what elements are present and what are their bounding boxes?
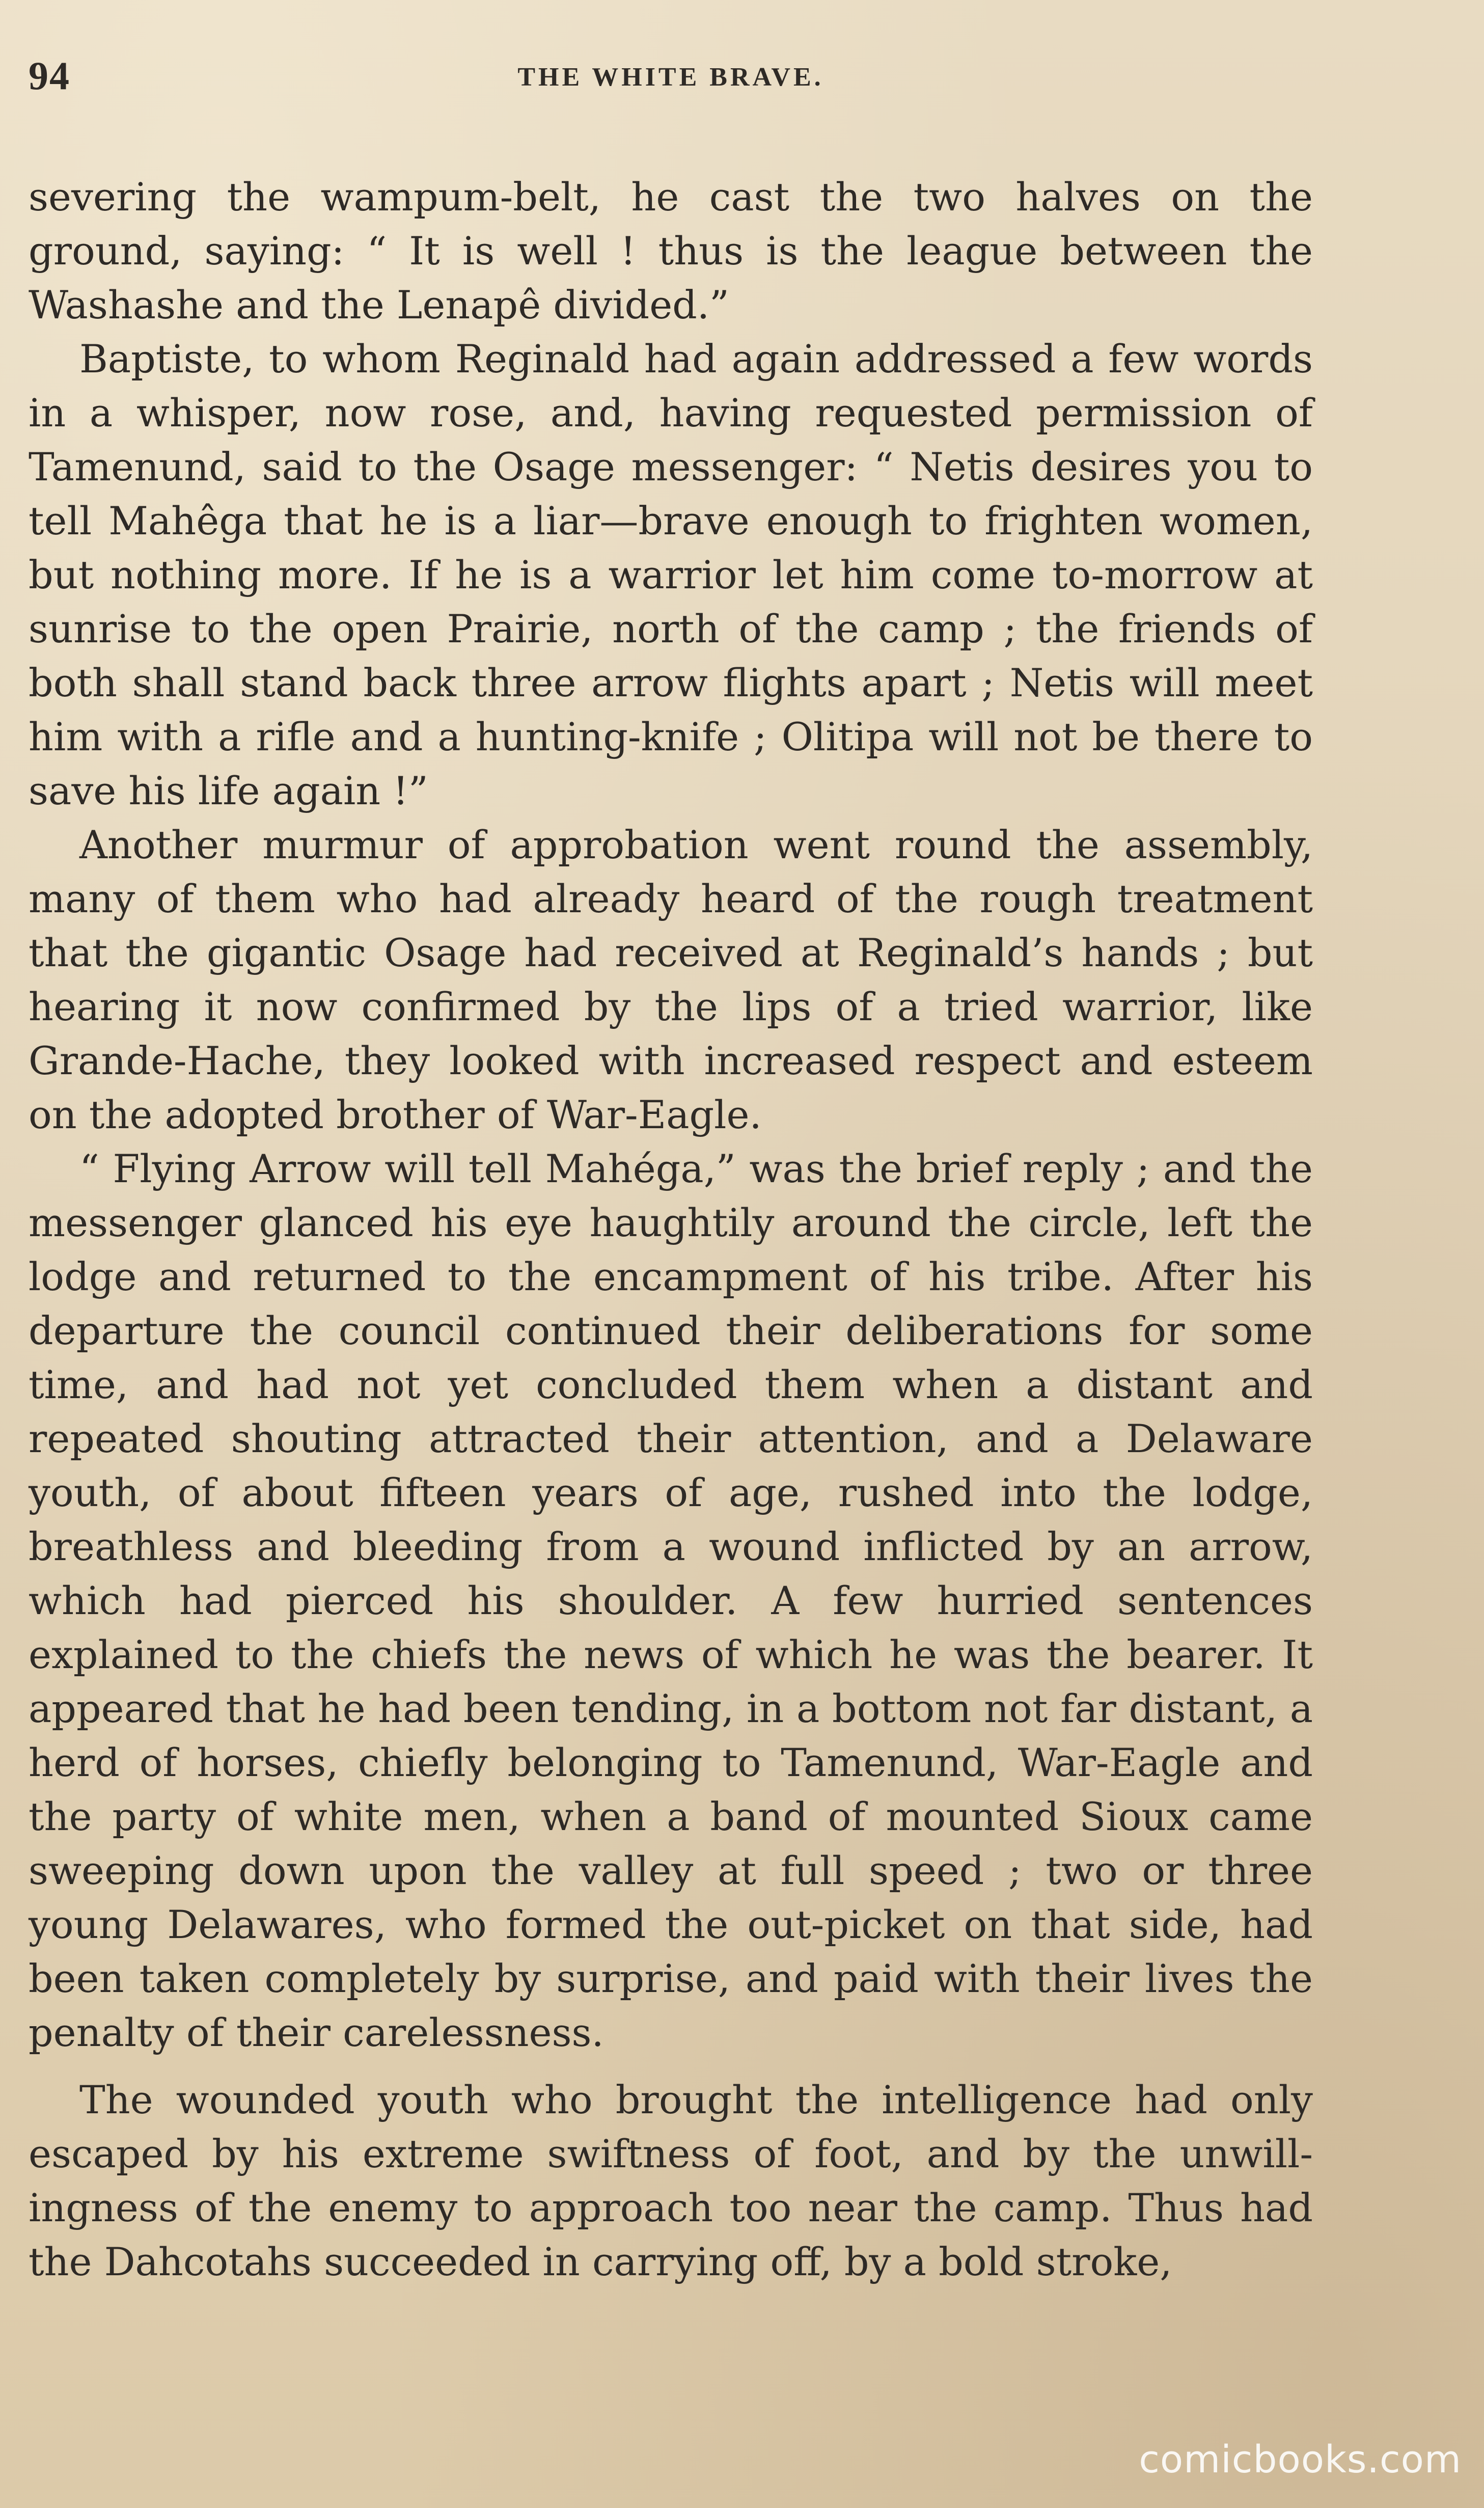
body-text [29, 170, 1313, 2289]
running-head [29, 53, 1313, 109]
page-content [29, 53, 1313, 2289]
paragraph: “ Flying Arrow will tell Mahéga,” was the brief reply ; and the messenger glanced his eye haughtily around the circle, left the lodge and returned to the encampment of his tribe. After his departure the council continued their deliberations for some time, and had not yet concluded them when a distant and repeated shouting attracted their attention, and a Delaware youth, of about fifteen years of age, rushed into the lodge, breathless and bleeding from a wound inflicted by an arrow, which had pierced his shoulder. A few hurried sentences explained to the chiefs the news of which he was the bearer. It appeared that he had been tending, in a bottom not far distant, a herd of horses, chiefly belonging to Tamenund, War-Eagle and the party of white men, when a band of mounted Sioux came sweeping down upon the valley at full speed ; two or three young Delawares, who formed the out-picket on that side, had been taken completely by surprise, and paid with their lives the penalty of their carelessness. [29, 1146, 1313, 2055]
page-number: 94 [29, 53, 70, 98]
paragraph: Another murmur of approbation went round the assembly, many of them who had already heard of the rough treatment that the gigantic Osage had received at Reginald’s hands ; but hearing it now confirmed by the lips of a tried warrior, like Grande-Hache, they looked with increased respect and esteem on the adopted brother of War-Eagle. [29, 822, 1313, 1137]
paragraph: The wounded youth who brought the intelligence had only escaped by his extreme swiftness of foot, and by the unwillingness of the enemy to approach too near the camp. Thus had the Dahcotahs succeeded in carrying off, by a bold stroke, [29, 2077, 1313, 2284]
paragraph: severing the wampum-belt, he cast the two halves on the ground, saying: “ It is well ! thus is the league between the Washashe and the Lenapê divided.” [29, 174, 1313, 328]
paragraph: Baptiste, to whom Reginald had again addressed a few words in a whisper, now rose, and, having requested permission of Tamenund, said to the Osage messenger: “ Netis desires you to tell Mahêga that he is a liar—brave enough to frighten women, but nothing more. If he is a warrior let him come to-morrow at sunrise to the open Prairie, north of the camp ; the friends of both shall stand back three arrow flights apart ; Netis will meet him with a rifle and a hunting-knife ; Olitipa will not be there to save his life again !” [29, 336, 1313, 813]
watermark: comicbooks.com [1139, 2438, 1462, 2482]
running-title: THE WHITE BRAVE. [517, 63, 824, 92]
